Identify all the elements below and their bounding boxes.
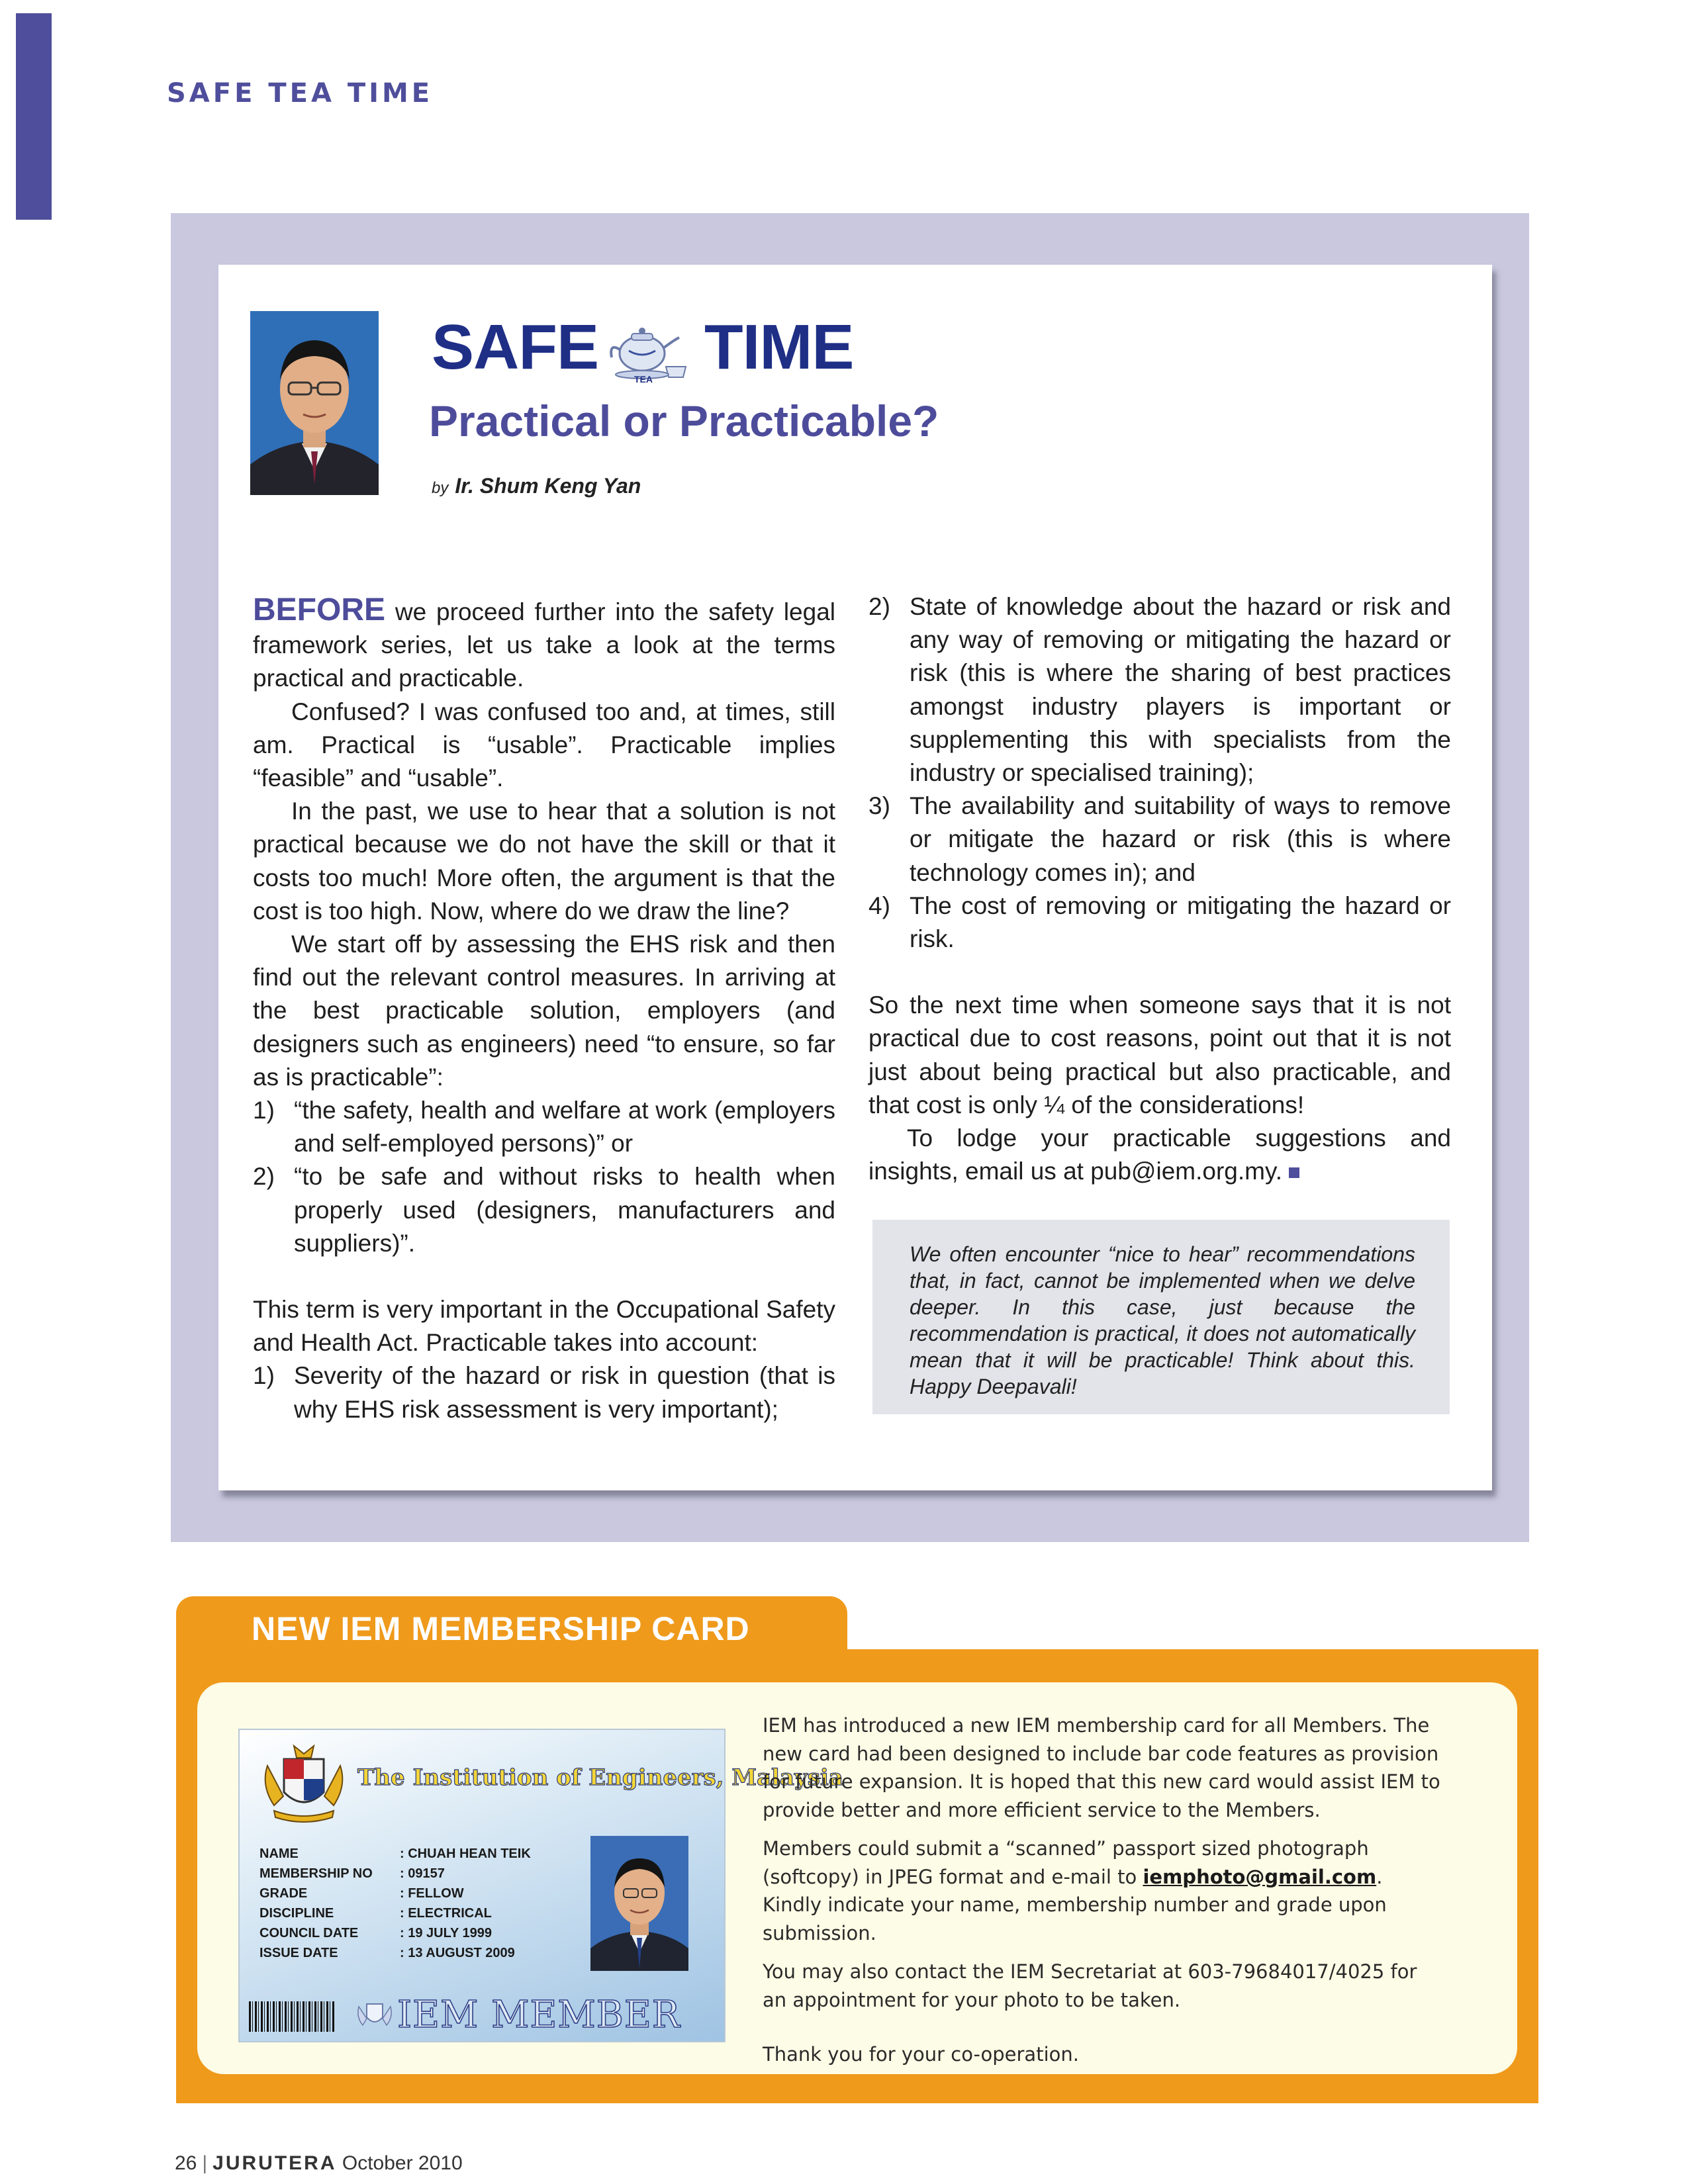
membership-heading: NEW IEM MEMBERSHIP CARD <box>252 1610 750 1647</box>
photo-email-link[interactable]: iemphoto@gmail.com <box>1143 1865 1377 1888</box>
small-crest-icon <box>356 1997 393 2030</box>
card-value: : CHUAH HEAN TEIK <box>400 1846 531 1861</box>
list-item <box>868 889 1451 956</box>
card-label: DISCIPLINE <box>259 1906 334 1921</box>
magazine-name: JURUTERA <box>212 2152 337 2174</box>
list-text: “the safety, health and welfare at work (employers and self-employed persons)” or <box>294 1097 835 1158</box>
card-barcode <box>249 2001 335 2032</box>
pull-quote: We often encounter “nice to hear” recommendations that, in fact, cannot be implemented when we delve deeper. In this case, just because the recommendation is practical, it does not automatically mean that it will be practicable! Think about this. Happy Deepavali! <box>872 1220 1450 1414</box>
card-value: : 13 AUGUST 2009 <box>400 1946 515 1960</box>
footer-separator: | <box>202 2152 208 2174</box>
list-number: 3) <box>868 792 890 820</box>
card-label: MEMBERSHIP NO <box>259 1866 373 1881</box>
article-title: Practical or Practicable? <box>429 396 939 445</box>
issue-date: October 2010 <box>342 2152 463 2174</box>
list-text: State of knowledge about the hazard or risk and any way of removing or mitigating the hazard or risk (this is where the sharing of best practices amongst industry players is important or supplementing this with specialists from the industry or specialised training); <box>910 593 1451 787</box>
paragraph-next: So the next time when someone says that it is not practical due to cost reasons, point out that it is not just about being practical but also practicable, and that cost is only ¼ of the considerations! <box>868 991 1451 1118</box>
list-number: 2) <box>868 593 890 620</box>
article-column-left <box>253 594 835 1426</box>
card-value: : FELLOW <box>400 1886 464 1901</box>
membership-paragraph-1: IEM has introduced a new IEM membership card for all Members. The new card had been designed to include bar code features as provision for future expansion. It is hoped that this new card would assist IEM to provide better and more efficient service to the Members. <box>763 1714 1440 1821</box>
safe-tea-time-logo <box>432 311 853 384</box>
card-label: NAME <box>259 1846 299 1861</box>
before-dropword: BEFORE <box>253 592 386 627</box>
membership-card-image <box>238 1729 843 2042</box>
list-item <box>868 590 1451 790</box>
end-mark-icon <box>1289 1167 1299 1178</box>
teapot-icon <box>605 311 698 384</box>
membership-p2-before: Members could submit a “scanned” passport sized photograph (softcopy) in JPEG format and e-mail to <box>763 1837 1369 1888</box>
membership-text <box>763 1711 1440 2079</box>
card-member-photo <box>590 1836 688 1971</box>
card-label: GRADE <box>259 1886 308 1901</box>
list-number: 1) <box>253 1362 275 1390</box>
list-text: “to be safe and without risks to health when properly used (designers, manufacturers and suppliers)”. <box>294 1163 835 1257</box>
running-head: SAFE TEA TIME <box>167 78 434 109</box>
page-footer <box>175 2152 463 2175</box>
page-number: 26 <box>175 2152 197 2174</box>
membership-paragraph-4: Thank you for your co-operation. <box>763 2043 1079 2066</box>
author-name: Ir. Shum Keng Yan <box>455 474 641 498</box>
membership-paragraph-3: You may also contact the IEM Secretariat at 603-79684017/4025 for an appointment for your photo to be taken. <box>763 1960 1417 2011</box>
considerations-list-cont <box>868 590 1451 956</box>
list-item <box>253 1160 835 1260</box>
byline <box>432 474 641 498</box>
list-number: 2) <box>253 1163 275 1191</box>
considerations-list-start <box>253 1359 835 1426</box>
membership-p2-after: . Kindly indicate your name, membership number and grade upon submission. <box>763 1865 1387 1944</box>
card-label: ISSUE DATE <box>259 1946 338 1960</box>
card-value: : ELECTRICAL <box>400 1906 492 1921</box>
membership-paragraph-2 <box>763 1835 1440 1947</box>
list-text: The availability and suitability of ways to remove or mitigate the hazard or risk (this is where technology comes in); and <box>910 792 1451 886</box>
list-item <box>253 1359 835 1426</box>
duty-list <box>253 1094 835 1260</box>
card-member-label: IEM MEMBER <box>397 1993 680 2036</box>
paragraph-lodge <box>868 1122 1451 1188</box>
list-number: 4) <box>868 891 890 919</box>
paragraph-start: We start off by assessing the EHS risk and then find out the relevant control measures. In arriving at the best practicable solution, employers (and designers such as engineers) need “to ensure, so far as is practicable”: <box>253 931 835 1091</box>
card-value: : 19 JULY 1999 <box>400 1926 492 1940</box>
paragraph-term: This term is very important in the Occupational Safety and Health Act. Practicable takes into account: <box>253 1296 835 1357</box>
logo-tea-label: TEA <box>634 374 653 385</box>
author-photo <box>250 311 379 495</box>
list-item <box>868 790 1451 889</box>
logo-time-word: TIME <box>704 312 854 383</box>
logo-safe-word: SAFE <box>432 312 599 383</box>
lodge-text: To lodge your practicable suggestions and insights, email us at pub@iem.org.my. <box>868 1124 1451 1185</box>
intro-paragraph <box>253 594 835 696</box>
list-text: Severity of the hazard or risk in question (that is why EHS risk assessment is very important); <box>294 1362 835 1423</box>
article-column-right <box>868 590 1451 1188</box>
paragraph-past: In the past, we use to hear that a solution is not practical because we do not have the skill or that it costs too much! More often, the argument is that the cost is too high. Now, where do we draw the line? <box>253 797 835 925</box>
paragraph-confused: Confused? I was confused too and, at times, still am. Practical is “usable”. Practicable implies “feasible” and “usable”. <box>253 698 835 792</box>
intro-text: we proceed further into the safety legal framework series, let us take a look at the terms practical and practicable. <box>253 598 835 692</box>
list-item <box>253 1094 835 1160</box>
byline-prefix: by <box>432 479 449 497</box>
section-color-bar <box>16 13 52 220</box>
card-institution-name: The Institution of Engineers, Malaysia <box>357 1764 843 1791</box>
list-text: The cost of removing or mitigating the hazard or risk. <box>910 891 1451 953</box>
iem-crest-icon <box>254 1739 353 1825</box>
card-label: COUNCIL DATE <box>259 1926 359 1940</box>
list-number: 1) <box>253 1097 275 1124</box>
card-value: : 09157 <box>400 1866 445 1881</box>
